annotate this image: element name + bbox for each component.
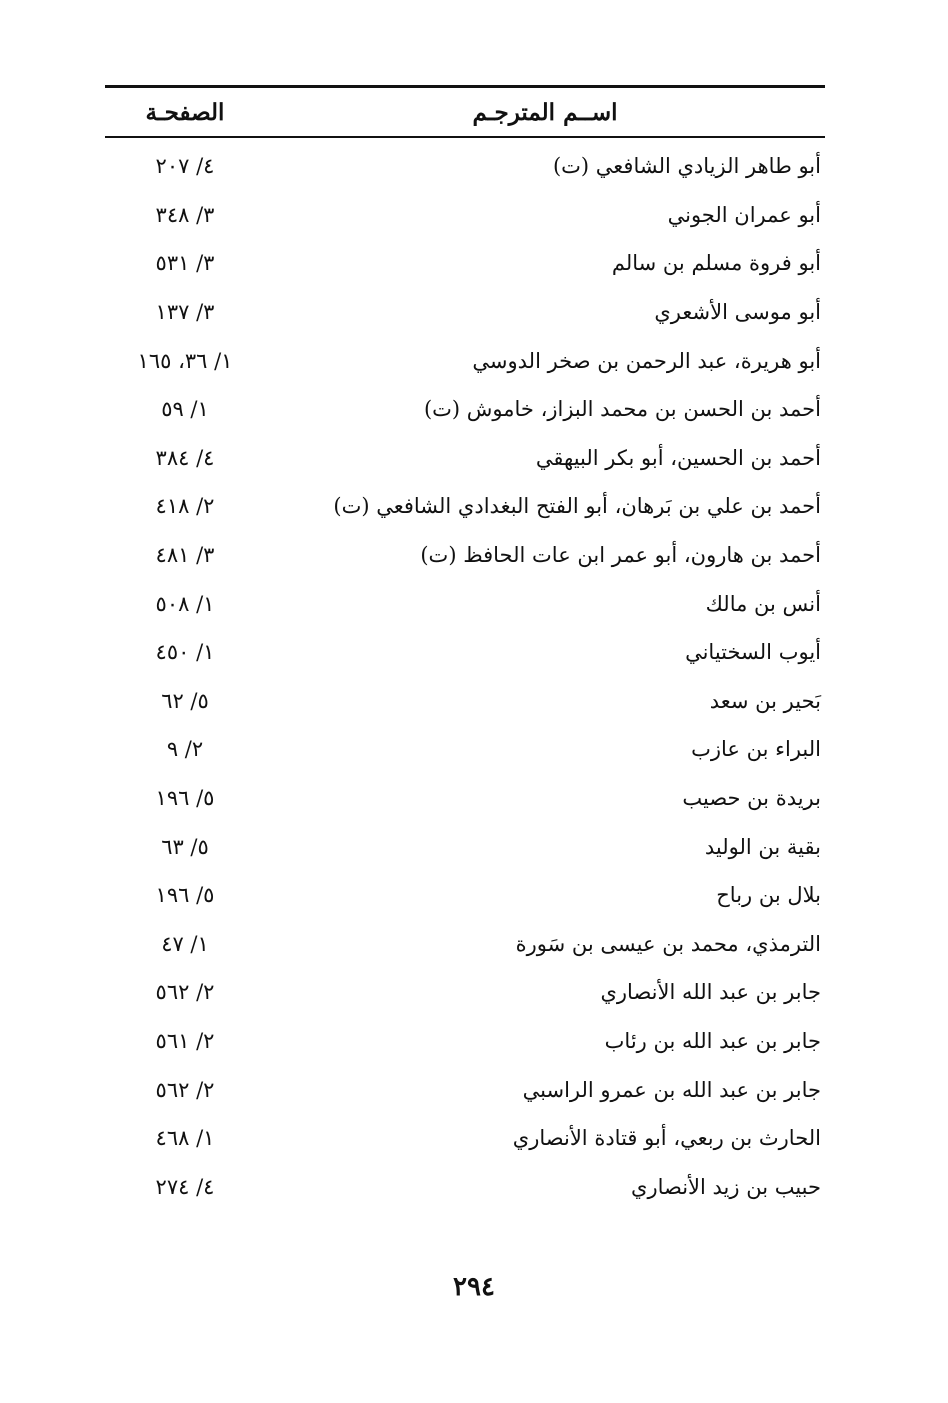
table-row [105, 142, 825, 191]
entry-name: أحمد بن علي بن بَرهان، أبو الفتح البغدادي الشافعي (ت) [333, 494, 821, 519]
entry-page-ref: ١/ ٣٦، ١٦٥ [137, 348, 233, 373]
page-column-header: الصفحـة [145, 98, 225, 126]
table-row [105, 725, 825, 774]
entry-page-ref: ١/ ٤٧ [161, 931, 209, 956]
table-row [105, 336, 825, 385]
table-row [105, 1017, 825, 1066]
entry-name: أحمد بن الحسن بن محمد البزاز، خاموش (ت) [423, 397, 821, 422]
entry-page-ref: ٤/ ٢٠٧ [155, 154, 215, 179]
table-row [105, 531, 825, 580]
entry-name: بلال بن رباح [716, 883, 821, 908]
entry-name: بقية بن الوليد [704, 834, 821, 859]
entry-name: جابر بن عبد الله بن رئاب [604, 1028, 821, 1053]
entry-name: أبو هريرة، عبد الرحمن بن صخر الدوسي [472, 348, 821, 373]
entry-page-ref: ٣/ ٤٨١ [155, 543, 215, 568]
table-row [105, 434, 825, 483]
entry-page-ref: ٥/ ١٩٦ [155, 883, 215, 908]
name-column-header: اســم المترجـم [472, 98, 618, 126]
index-rows [105, 138, 825, 1211]
entry-name: حبيب بن زيد الأنصاري [631, 1174, 821, 1199]
table-header [105, 88, 825, 136]
entry-name: البراء بن عازب [691, 737, 821, 762]
table-row [105, 191, 825, 240]
entry-page-ref: ٤/ ٣٨٤ [155, 445, 215, 470]
entry-name: أبو فروة مسلم بن سالم [611, 251, 821, 276]
entry-name: أبو موسى الأشعري [654, 300, 821, 325]
entry-page-ref: ١/ ٤٦٨ [155, 1126, 215, 1151]
entry-page-ref: ٣/ ٥٣١ [155, 251, 215, 276]
entry-page-ref: ٥/ ٦٢ [161, 688, 209, 713]
entry-page-ref: ٢/ ٤١٨ [155, 494, 215, 519]
table-row [105, 239, 825, 288]
table-row [105, 968, 825, 1017]
entry-name: الحارث بن ربعي، أبو قتادة الأنصاري [512, 1126, 821, 1151]
table-row [105, 1114, 825, 1163]
table-row [105, 628, 825, 677]
table-row [105, 579, 825, 628]
entry-page-ref: ٤/ ٢٧٤ [155, 1174, 215, 1199]
entry-name: أبو طاهر الزيادي الشافعي (ت) [552, 154, 821, 179]
entry-name: أحمد بن الحسين، أبو بكر البيهقي [535, 445, 821, 470]
table-row [105, 482, 825, 531]
entry-name: أحمد بن هارون، أبو عمر ابن عات الحافظ (ت) [420, 543, 821, 568]
table-row [105, 385, 825, 434]
table-row [105, 774, 825, 823]
entry-name: بَحير بن سعد [709, 688, 821, 713]
entry-name: جابر بن عبد الله بن عمرو الراسبي [522, 1077, 821, 1102]
entry-page-ref: ٢/ ٩ [166, 737, 204, 762]
entry-page-ref: ٥/ ١٩٦ [155, 786, 215, 811]
table-row [105, 677, 825, 726]
table-row [105, 1065, 825, 1114]
entry-name: أنس بن مالك [705, 591, 821, 616]
entry-page-ref: ٢/ ٥٦٢ [155, 980, 215, 1005]
entry-page-ref: ١/ ٥٩ [161, 397, 209, 422]
table-row [105, 288, 825, 337]
entry-page-ref: ٢/ ٥٦٢ [155, 1077, 215, 1102]
biography-index-table [105, 85, 825, 1211]
table-row [105, 822, 825, 871]
entry-page-ref: ٥/ ٦٣ [161, 834, 209, 859]
entry-name: جابر بن عبد الله الأنصاري [600, 980, 821, 1005]
page-number: ٢٩٤ [453, 1272, 495, 1302]
entry-name: أيوب السختياني [685, 640, 821, 665]
entry-page-ref: ١/ ٤٥٠ [155, 640, 215, 665]
table-row [105, 1162, 825, 1211]
entry-page-ref: ٢/ ٥٦١ [155, 1028, 215, 1053]
entry-name: بريدة بن حصيب [682, 786, 821, 811]
table-row [105, 920, 825, 969]
entry-name: أبو عمران الجوني [667, 202, 821, 227]
entry-page-ref: ٣/ ١٣٧ [155, 300, 215, 325]
entry-page-ref: ٣/ ٣٤٨ [155, 202, 215, 227]
entry-name: الترمذي، محمد بن عيسى بن سَورة [515, 931, 821, 956]
entry-page-ref: ١/ ٥٠٨ [155, 591, 215, 616]
table-row [105, 871, 825, 920]
